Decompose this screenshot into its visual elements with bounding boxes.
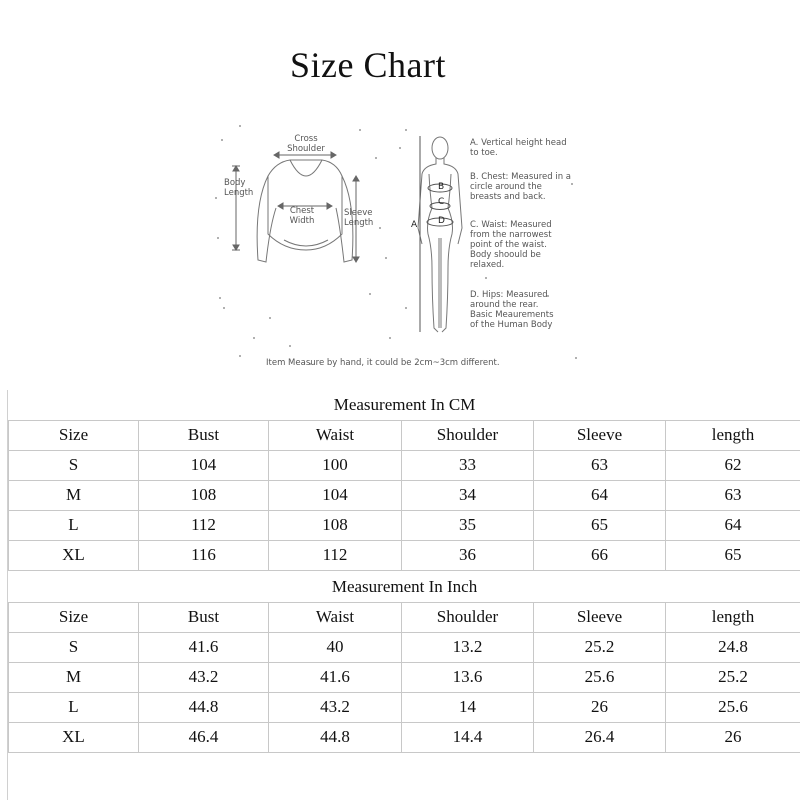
table-cell: 14.4 — [402, 722, 534, 752]
table-row — [9, 450, 800, 480]
table-cell: 26 — [534, 692, 666, 722]
table-cell: M — [9, 480, 139, 510]
table-row — [9, 692, 800, 722]
inch-header-sleeve: Sleeve — [534, 602, 666, 632]
table-cell: M — [9, 662, 139, 692]
cm-header-size: Size — [9, 420, 139, 450]
table-cell: 63 — [666, 480, 800, 510]
table-cell: L — [9, 692, 139, 722]
table-cell: 26 — [666, 722, 800, 752]
table-cell: 108 — [139, 480, 269, 510]
cm-table-caption: Measurement In CM — [9, 390, 800, 420]
table-cell: S — [9, 450, 139, 480]
table-cell: 13.2 — [402, 632, 534, 662]
table-cell: 41.6 — [139, 632, 269, 662]
table-cell: 44.8 — [139, 692, 269, 722]
cross-shoulder-label: Cross Shoulder — [287, 134, 325, 154]
cm-header-sleeve: Sleeve — [534, 420, 666, 450]
table-cell: 13.6 — [402, 662, 534, 692]
body-label-d: D — [438, 216, 445, 226]
table-cell: 24.8 — [666, 632, 800, 662]
cm-table — [8, 390, 800, 571]
table-cell: 40 — [269, 632, 402, 662]
table-cell: 104 — [139, 450, 269, 480]
body-length-label: Body Length — [224, 178, 254, 198]
table-cell: 62 — [666, 450, 800, 480]
table-cell: L — [9, 510, 139, 540]
cm-header-length: length — [666, 420, 800, 450]
table-cell: 112 — [269, 540, 402, 570]
table-cell: 65 — [534, 510, 666, 540]
inch-header-length: length — [666, 602, 800, 632]
table-cell: 25.2 — [666, 662, 800, 692]
table-cell: 34 — [402, 480, 534, 510]
inch-header-bust: Bust — [139, 602, 269, 632]
table-cell: 64 — [666, 510, 800, 540]
body-label-b: B — [438, 182, 445, 192]
measurement-diagram — [210, 118, 590, 380]
table-cell: 104 — [269, 480, 402, 510]
inch-header-row — [9, 602, 800, 632]
table-cell: 14 — [402, 692, 534, 722]
table-cell: 116 — [139, 540, 269, 570]
table-row — [9, 722, 800, 752]
page-title: Size Chart — [290, 45, 446, 85]
table-cell: 63 — [534, 450, 666, 480]
table-cell: 112 — [139, 510, 269, 540]
table-cell: 43.2 — [269, 692, 402, 722]
inch-header-size: Size — [9, 602, 139, 632]
inch-table-caption: Measurement In Inch — [9, 572, 800, 602]
table-row — [9, 480, 800, 510]
table-cell: 25.6 — [666, 692, 800, 722]
note-d: D. Hips: Measured around the rear. Basic Meaurements of the Human Body — [470, 290, 554, 330]
note-b: B. Chest: Measured in a circle around the breasts and back. — [470, 172, 571, 202]
table-cell: 43.2 — [139, 662, 269, 692]
table-cell: 25.2 — [534, 632, 666, 662]
table-cell: 100 — [269, 450, 402, 480]
diagram-footnote: Item Measure by hand, it could be 2cm~3cm different. — [266, 358, 500, 368]
inch-table — [8, 572, 800, 753]
body-outline — [418, 137, 462, 332]
inch-header-shoulder: Shoulder — [402, 602, 534, 632]
table-cell: 33 — [402, 450, 534, 480]
chest-width-label: Chest Width — [289, 206, 315, 226]
table-row — [9, 540, 800, 570]
table-cell: 36 — [402, 540, 534, 570]
sleeve-length-label: Sleeve Length — [344, 208, 374, 228]
table-cell: 66 — [534, 540, 666, 570]
table-cell: 26.4 — [534, 722, 666, 752]
note-a: A. Vertical height head to toe. — [470, 138, 567, 158]
inch-table-block — [8, 572, 800, 753]
cm-header-row — [9, 420, 800, 450]
table-cell: 44.8 — [269, 722, 402, 752]
table-cell: S — [9, 632, 139, 662]
cm-header-bust: Bust — [139, 420, 269, 450]
table-cell: 46.4 — [139, 722, 269, 752]
cm-header-shoulder: Shoulder — [402, 420, 534, 450]
table-cell: 25.6 — [534, 662, 666, 692]
table-cell: XL — [9, 540, 139, 570]
table-row — [9, 662, 800, 692]
note-c: C. Waist: Measured from the narrowest point of the waist. Body shoould be relaxed. — [470, 220, 552, 270]
table-cell: 65 — [666, 540, 800, 570]
table-cell: XL — [9, 722, 139, 752]
table-cell: 41.6 — [269, 662, 402, 692]
table-cell: 64 — [534, 480, 666, 510]
cm-table-block — [8, 390, 800, 571]
table-row — [9, 510, 800, 540]
left-border-strip — [0, 390, 8, 800]
table-cell: 35 — [402, 510, 534, 540]
body-label-c: C — [438, 197, 445, 207]
inch-header-waist: Waist — [269, 602, 402, 632]
body-label-a: A — [411, 220, 418, 230]
table-row — [9, 632, 800, 662]
table-cell: 108 — [269, 510, 402, 540]
cm-header-waist: Waist — [269, 420, 402, 450]
